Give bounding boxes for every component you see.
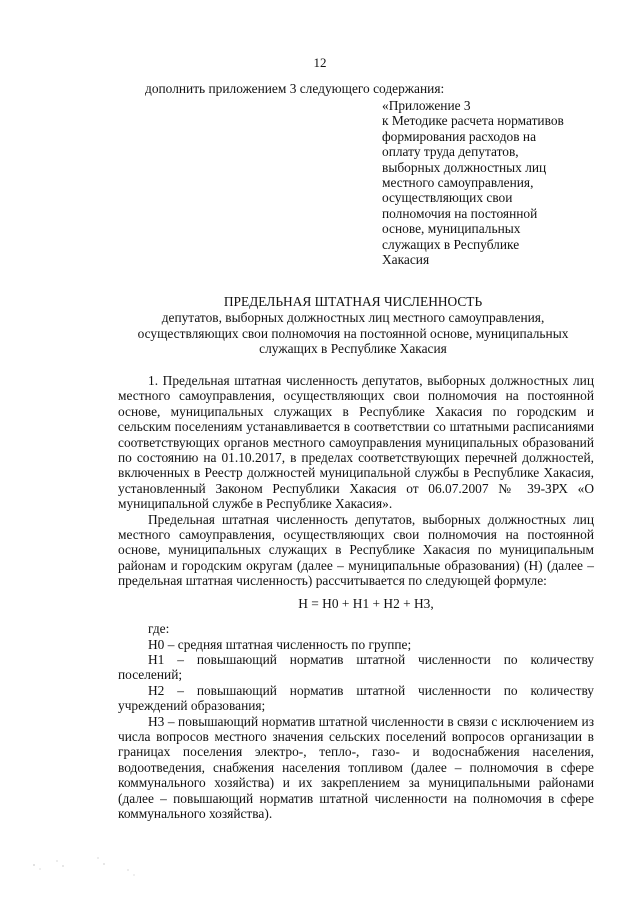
scan-noise-marks	[30, 855, 150, 880]
title-subtitle-line: служащих в Республике Хакасия	[259, 341, 447, 357]
title-subtitle-line: осуществляющих свои полномочия на постоянной основе, муниципальных	[137, 325, 569, 341]
appendix-line: оплату труда депутатов,	[382, 144, 519, 160]
formula: Н = Н0 + Н1 + Н2 + Н3,	[298, 595, 434, 611]
appendix-line: Хакасия	[382, 252, 430, 268]
title-heading: ПРЕДЕЛЬНАЯ ШТАТНАЯ ЧИСЛЕННОСТЬ	[223, 294, 483, 309]
definition-h3: Н3 – повышающий норматив штатной численности в связи с исключением из числа вопросов местного значения сельских поселений вопросов организации в границах поселения электро-, тепло-, газо- и водоснабжения населения, водоотведения, снабжения населения топливом (далее – полномочия в сфере коммунального хозяйства) и их закреплением за муниципальными районами (далее – повышающий норматив штатной численности на полномочия в сфере коммунального хозяйства).	[118, 713, 594, 821]
definition-h0: Н0 – средняя штатная численность по группе;	[148, 636, 412, 652]
appendix-line: «Приложение 3	[382, 98, 471, 113]
title-subtitle-line: депутатов, выборных должностных лиц местного самоуправления,	[161, 310, 545, 326]
appendix-line: местного самоуправления,	[382, 175, 534, 191]
intro-line: дополнить приложением 3 следующего содержания:	[145, 81, 445, 96]
definition-h1: Н1 – повышающий норматив штатной численности по количеству поселений;	[118, 651, 594, 683]
appendix-line: осуществляющих свои	[382, 190, 513, 206]
document-title	[118, 294, 588, 357]
appendix-header	[382, 98, 602, 267]
document-body	[118, 373, 594, 821]
paragraph-2: Предельная штатная численность депутатов, выборных должностных лиц местного самоуправления, осуществляющих свои полномочия на постоянной основе, муниципальных служащих в Республике Хакасия по муниципальным районам и городским округам (далее – муниципальные образования) (Н) (далее – предельная штатная численность) рассчитывается по следующей формуле:	[118, 511, 594, 589]
appendix-line: выборных должностных лиц	[382, 159, 547, 175]
appendix-line: полномочия на постоянной	[382, 205, 538, 221]
appendix-line: основе, муниципальных	[382, 221, 521, 237]
appendix-line: к Методике расчета нормативов	[382, 113, 564, 129]
appendix-line: служащих в Республике	[382, 236, 520, 252]
page-number: 12	[313, 55, 327, 70]
where-label: где:	[148, 621, 170, 637]
definition-h2: Н2 – повышающий норматив штатной численности по количеству учреждений образования;	[118, 682, 594, 714]
appendix-line: формирования расходов на	[382, 128, 537, 144]
paragraph-1: 1. Предельная штатная численность депутатов, выборных должностных лиц местного самоуправления, осуществляющих свои полномочия на постоянной основе, муниципальных служащих в Республике Хакасия по городским и сельским поселениям устанавливается в соответствии со штатными расписаниями соответствующих органов местного самоуправления муниципальных образований по состоянию на 01.10.2017, в пределах соответствующих перечней должностей, включенных в Реестр должностей муниципальной службы в Республике Хакасия, установленный Законом Республики Хакасия от 06.07.2007 № 39-ЗРХ «О муниципальной службе в Республике Хакасия».	[118, 373, 594, 512]
